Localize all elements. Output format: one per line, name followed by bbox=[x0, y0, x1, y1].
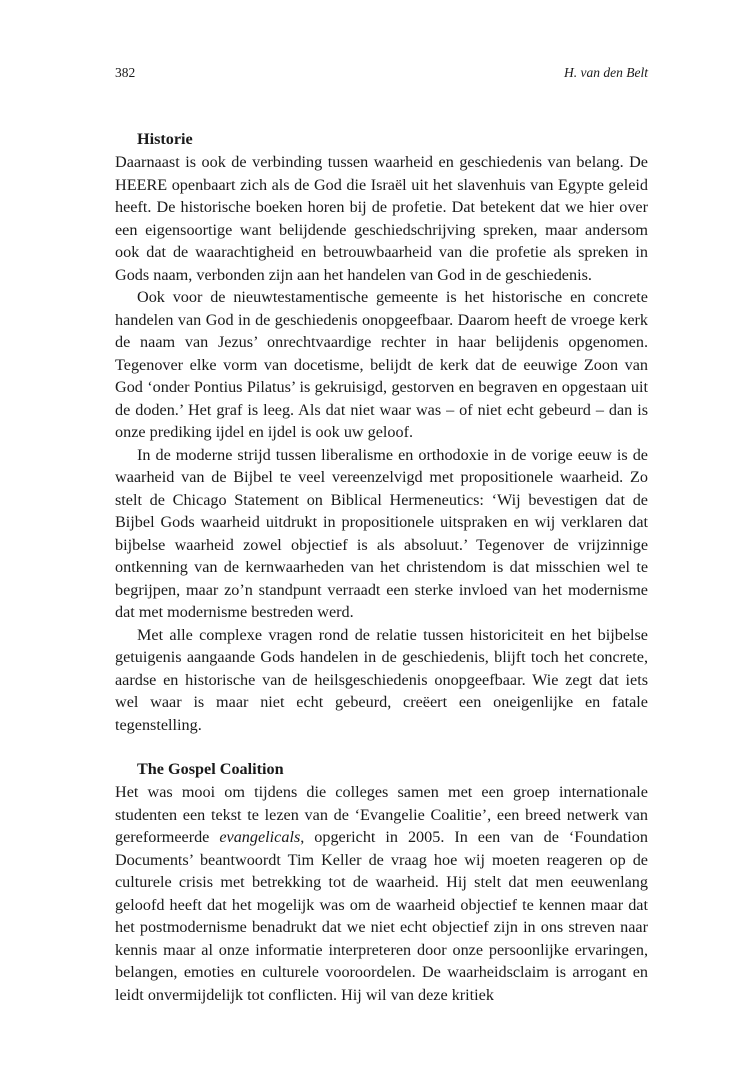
section-spacer bbox=[115, 736, 648, 758]
section-heading-historie: Historie bbox=[137, 130, 193, 148]
paragraph: Ook voor de nieuwtestamentische gemeente is het historische en concrete handelen van God in de geschiedenis onopgeefbaar. Daarom heeft de vroege kerk de naam van Jezus’ onrechtvaardige rechter in haar belijdenis opgenomen. Tegenover elke vorm van docetisme, belijdt de kerk dat de eeuwige Zoon van God ‘onder Pontius Pilatus’ is gekruisigd, gestorven en begraven en opgestaan uit de doden.’ Het graf is leeg. Als dat niet waar was – of niet echt gebeurd – dan is onze prediking ijdel en ijdel is ook uw geloof. bbox=[115, 288, 648, 441]
paragraph: Met alle complexe vragen rond de relatie tussen historiciteit en het bijbelse getuigenis aangaande Gods handelen in de geschiedenis, blijft toch het concrete, aardse en historische van de heilsgeschiedenis onopgeefbaar. Wie zegt dat iets wel waar is maar niet echt gebeurd, creëert een oneigenlijke en fatale tegenstelling. bbox=[115, 625, 648, 734]
article-body bbox=[115, 128, 648, 1006]
paragraph: Daarnaast is ook de verbinding tussen waarheid en geschiedenis van belang. De HEERE openbaart zich als de God die Israël uit het slavenhuis van Egypte geleid heeft. De historische boeken horen bij de profetie. Dat betekent dat we hier over een eigensoortige want belijdende geschiedschrijving spreken, maar andersom ook dat de waarachtigheid en betrouwbaarheid van die profetie als spreken in Gods naam, verbonden zijn aan het handelen van God in de geschiedenis. bbox=[115, 153, 648, 284]
running-head bbox=[115, 64, 648, 82]
section-heading-gospel-coalition: The Gospel Coalition bbox=[137, 760, 284, 778]
paragraph-text: , opgericht in 2005. In een van de ‘Foundation Documents’ beantwoordt Tim Keller de vraag hoe wij moeten reageren op de culturele crisis met betrekking tot de waarheid. Hij stelt dat men eeuwenlang geloofd heeft dat het mogelijk was om de waarheid objectief te kennen maar dat het postmodernisme benadrukt dat we niet echt objectief zijn in ons streven naar kennis maar al onze informatie interpreteren door onze persoonlijke ervaringen, belangen, emoties en culturele vooroordelen. De waarheidsclaim is arrogant en leidt onvermijdelijk tot conflicten. Hij wil van deze kritiek bbox=[115, 828, 648, 1004]
emphasis-text: evangelicals bbox=[219, 828, 301, 846]
paragraph: In de moderne strijd tussen liberalisme en orthodoxie in de vorige eeuw is de waarheid van de Bijbel te veel vereenzelvigd met propositionele waarheid. Zo stelt de Chicago Statement on Biblical Hermeneutics: ‘Wij bevestigen dat de Bijbel Gods waarheid uitdrukt in propositionele uitspraken en wij verklaren dat bijbelse waarheid zowel objectief is als absoluut.’ Tegenover de vrijzinnige ontkenning van de kernwaarheden van het christendom is dat misschien wel te begrijpen, maar zo’n standpunt verraadt een sterke invloed van het modernisme dat met modernisme bestreden werd. bbox=[115, 445, 648, 621]
running-head-author: H. van den Belt bbox=[564, 65, 648, 80]
page-number: 382 bbox=[115, 65, 136, 80]
paragraph-text: Het was mooi om tijdens die colleges samen met een groep internationale studenten een tekst te lezen van de ‘Evangelie Coalitie’, een breed netwerk van gereformeerde bbox=[115, 783, 648, 846]
paragraph bbox=[115, 781, 648, 1006]
